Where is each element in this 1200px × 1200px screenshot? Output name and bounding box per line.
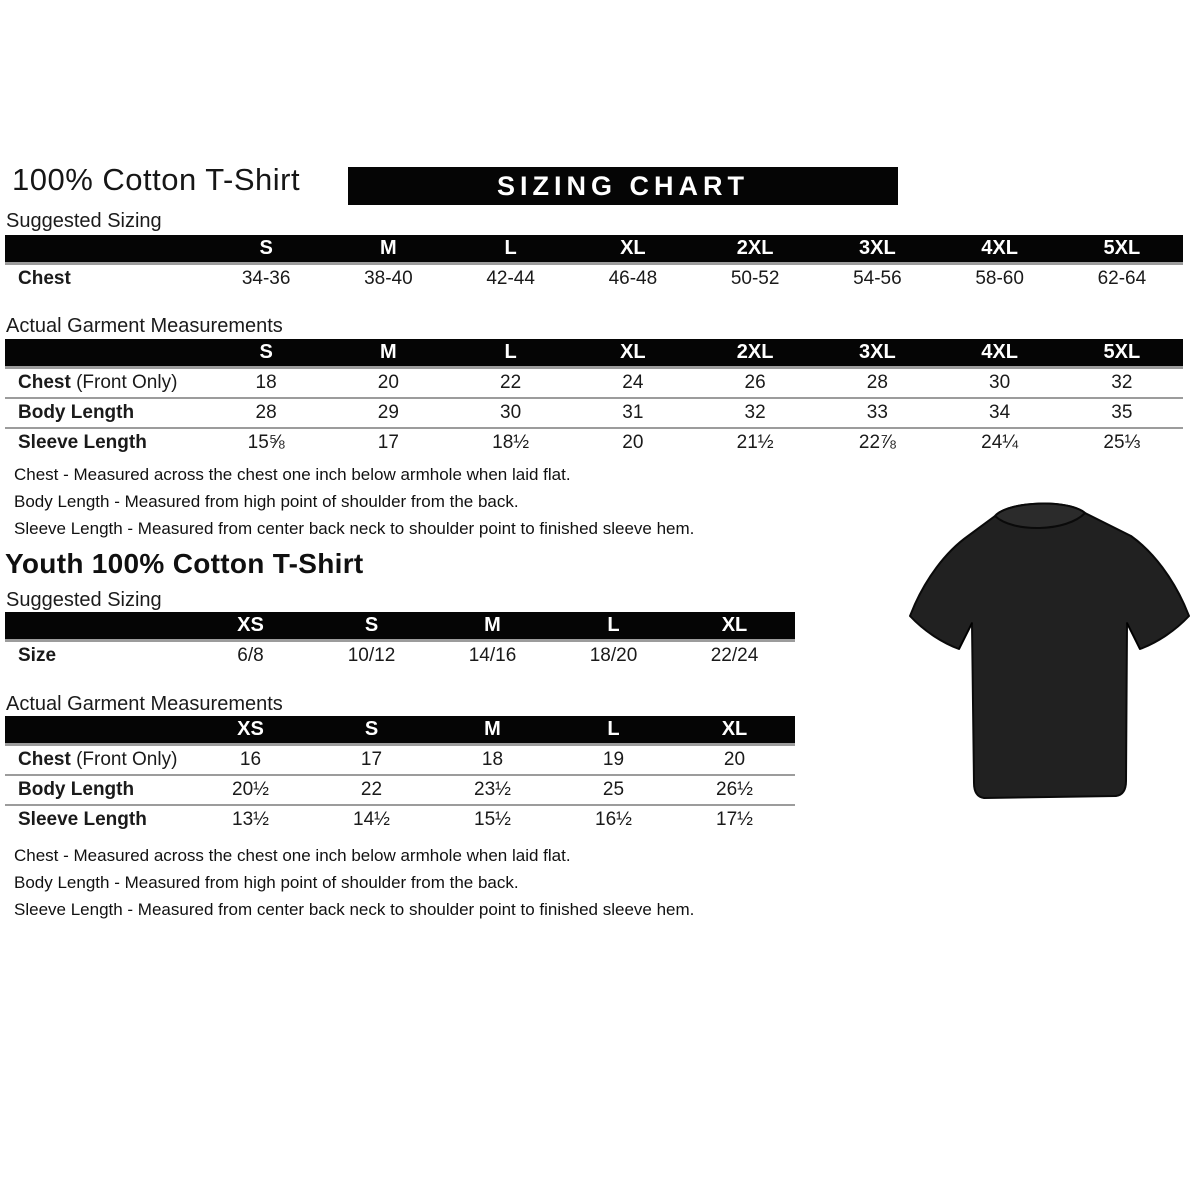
- table-header-row: [5, 339, 1183, 368]
- measurement-cell: 18: [255, 372, 277, 393]
- column-header-xs: XS: [190, 612, 311, 641]
- measurement-cell: 24¼: [939, 428, 1061, 457]
- measurement-note: Body Length - Measured from high point of shoulder from the back.: [14, 873, 519, 892]
- measurement-cell: 15½: [432, 805, 553, 834]
- column-header-4xl: 4XL: [939, 339, 1061, 368]
- page-title: 100% Cotton T-Shirt: [12, 162, 301, 197]
- column-header-4xl: 4XL: [939, 235, 1061, 264]
- measurement-cell: 17: [360, 749, 383, 770]
- row-body-length: [5, 775, 795, 805]
- measurement-cell: 26: [744, 372, 766, 393]
- youth-actual-measurements-heading: Actual Garment Measurements: [6, 693, 283, 715]
- column-header-l: L: [553, 612, 674, 641]
- sizing-chart-banner-label: SIZING CHART: [497, 170, 749, 201]
- measurement-cell: 54-56: [853, 268, 902, 289]
- measurement-cell: 30: [450, 398, 572, 428]
- measurement-cell: 31: [572, 398, 694, 428]
- youth-measurement-notes: [14, 842, 694, 923]
- sizing-chart-banner: [348, 167, 898, 205]
- measurement-cell: 23½: [432, 775, 553, 805]
- youth-actual-measurements-table: [5, 716, 795, 834]
- measurement-cell: 33: [816, 398, 938, 428]
- column-header-xl: XL: [572, 339, 694, 368]
- column-header-xl: XL: [674, 612, 795, 641]
- column-header-s: S: [205, 339, 327, 368]
- adult-actual-measurements-table: [5, 339, 1183, 457]
- measurement-cell: 21½: [694, 428, 816, 457]
- measurement-cell: 28: [866, 372, 888, 393]
- column-header-3xl: 3XL: [816, 235, 938, 264]
- measurement-cell: 17½: [674, 805, 795, 834]
- row-chest: [5, 368, 1183, 399]
- measurement-cell: 34: [939, 398, 1061, 428]
- measurement-cell: 38-40: [364, 268, 413, 289]
- row-chest: [5, 264, 1183, 294]
- measurement-cell: 14½: [311, 805, 432, 834]
- table-header-row: [5, 716, 795, 745]
- measurement-cell: 22: [500, 372, 522, 393]
- row-label: Body Length: [5, 775, 190, 805]
- row-label: Chest: [18, 268, 71, 289]
- column-header-l: L: [450, 339, 572, 368]
- measurement-cell: 19: [602, 749, 625, 770]
- measurement-cell: 15⅝: [205, 428, 327, 457]
- measurement-cell: 24: [622, 372, 644, 393]
- measurement-cell: 20: [723, 749, 746, 770]
- header-spacer-cell: [5, 339, 205, 368]
- row-label: Size: [18, 645, 57, 666]
- column-header-5xl: 5XL: [1061, 235, 1183, 264]
- row-label: Chest (Front Only): [18, 749, 178, 770]
- measurement-cell: 28: [205, 398, 327, 428]
- measurement-cell: 17: [327, 428, 449, 457]
- tshirt-illustration: [893, 492, 1193, 800]
- measurement-cell: 10/12: [347, 645, 396, 666]
- measurement-cell: 16: [239, 749, 262, 770]
- adult-suggested-sizing-table: [5, 235, 1183, 293]
- column-header-m: M: [327, 235, 449, 264]
- measurement-cell: 14/16: [468, 645, 517, 666]
- measurement-note: Chest - Measured across the chest one inch below armhole when laid flat.: [14, 465, 571, 484]
- measurement-cell: 25: [553, 775, 674, 805]
- row-label: Sleeve Length: [5, 805, 190, 834]
- column-header-m: M: [432, 716, 553, 745]
- measurement-cell: 18½: [450, 428, 572, 457]
- column-header-3xl: 3XL: [816, 339, 938, 368]
- table-header-row: [5, 235, 1183, 264]
- adult-measurement-notes: [14, 461, 694, 542]
- column-header-s: S: [311, 612, 432, 641]
- column-header-xl: XL: [674, 716, 795, 745]
- measurement-cell: 58-60: [975, 268, 1024, 289]
- row-chest: [5, 745, 795, 776]
- column-header-s: S: [205, 235, 327, 264]
- measurement-cell: 22: [311, 775, 432, 805]
- row-body-length: [5, 398, 1183, 428]
- column-header-2xl: 2XL: [694, 339, 816, 368]
- measurement-cell: 20: [377, 372, 399, 393]
- column-header-m: M: [327, 339, 449, 368]
- measurement-note: Chest - Measured across the chest one inch below armhole when laid flat.: [14, 846, 571, 865]
- measurement-cell: 20: [572, 428, 694, 457]
- measurement-cell: 22⅞: [816, 428, 938, 457]
- table-header-row: [5, 612, 795, 641]
- measurement-cell: 50-52: [730, 268, 780, 289]
- column-header-l: L: [450, 235, 572, 264]
- measurement-cell: 13½: [190, 805, 311, 834]
- measurement-cell: 35: [1061, 398, 1183, 428]
- measurement-note: Sleeve Length - Measured from center back neck to shoulder point to finished sleeve hem.: [14, 519, 695, 538]
- measurement-cell: 20½: [190, 775, 311, 805]
- adult-actual-measurements-heading: Actual Garment Measurements: [6, 315, 283, 337]
- row-label: Sleeve Length: [5, 428, 205, 457]
- black-tshirt-photo: [893, 492, 1193, 800]
- measurement-cell: 42-44: [486, 268, 535, 289]
- measurement-note: Sleeve Length - Measured from center back neck to shoulder point to finished sleeve hem.: [14, 900, 695, 919]
- measurement-cell: 6/8: [237, 645, 264, 666]
- header-spacer-cell: [5, 716, 190, 745]
- header-spacer-cell: [5, 612, 190, 641]
- measurement-cell: 46-48: [608, 268, 658, 289]
- youth-suggested-sizing-table: [5, 612, 795, 670]
- row-label: Chest (Front Only): [18, 372, 178, 393]
- measurement-cell: 18/20: [589, 645, 638, 666]
- youth-suggested-sizing-heading: Suggested Sizing: [6, 589, 162, 611]
- measurement-cell: 32: [694, 398, 816, 428]
- measurement-cell: 34-36: [241, 268, 291, 289]
- column-header-xs: XS: [190, 716, 311, 745]
- measurement-cell: 25⅓: [1061, 428, 1183, 457]
- column-header-s: S: [311, 716, 432, 745]
- adult-suggested-sizing-heading: Suggested Sizing: [6, 210, 162, 232]
- measurement-cell: 16½: [553, 805, 674, 834]
- measurement-cell: 30: [989, 372, 1011, 393]
- measurement-cell: 29: [327, 398, 449, 428]
- header-spacer-cell: [5, 235, 205, 264]
- youth-section-title: Youth 100% Cotton T-Shirt: [5, 548, 364, 579]
- row-label: Body Length: [5, 398, 205, 428]
- measurement-cell: 22/24: [710, 645, 759, 666]
- column-header-5xl: 5XL: [1061, 339, 1183, 368]
- measurement-cell: 62-64: [1097, 268, 1147, 289]
- column-header-xl: XL: [572, 235, 694, 264]
- measurement-note: Body Length - Measured from high point of shoulder from the back.: [14, 492, 519, 511]
- measurement-cell: 32: [1111, 372, 1133, 393]
- column-header-2xl: 2XL: [694, 235, 816, 264]
- tshirt-body-shape: [910, 504, 1189, 798]
- measurement-cell: 18: [481, 749, 504, 770]
- row-size: [5, 641, 795, 671]
- measurement-cell: 26½: [674, 775, 795, 805]
- column-header-m: M: [432, 612, 553, 641]
- column-header-l: L: [553, 716, 674, 745]
- row-sleeve-length: [5, 805, 795, 834]
- row-sleeve-length: [5, 428, 1183, 457]
